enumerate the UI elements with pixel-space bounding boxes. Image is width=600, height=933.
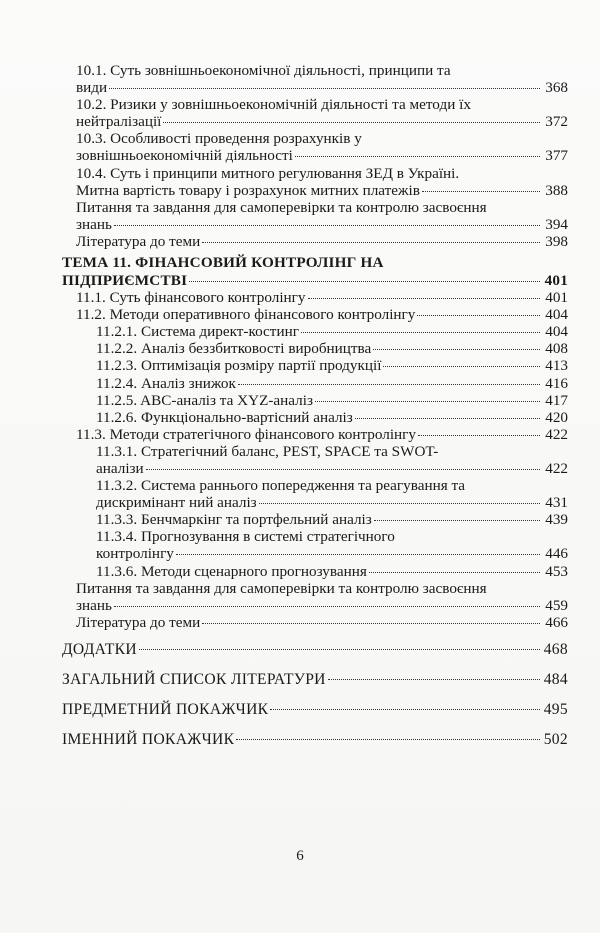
dot-leader: [270, 709, 540, 710]
toc-entry-page: 413: [545, 357, 568, 375]
toc-entry-title: 11.2.3. Оптимізація розміру партії продукції: [96, 357, 382, 375]
dot-leader: [373, 349, 540, 350]
toc-entry: [62, 357, 568, 374]
toc-entry-page: 401: [544, 271, 568, 289]
toc-entry-title: 11.2.4. Аналіз знижок: [96, 374, 236, 392]
toc-entry-title: нейтралізації: [76, 113, 162, 131]
toc-entry-title: 11.2.1. Система директ-костинг: [96, 323, 299, 341]
toc-entry-page: 377: [545, 147, 568, 165]
toc-entry: [62, 289, 568, 306]
toc-entry: [62, 426, 568, 443]
dot-leader: [176, 554, 540, 555]
toc-entry: [62, 563, 568, 580]
toc-entry-page: 466: [545, 613, 568, 631]
dot-leader: [383, 366, 540, 367]
toc-entry: [62, 443, 568, 477]
toc-entry-title: 11.3. Методи стратегічного фінансового контролінгу: [76, 425, 417, 443]
toc-entry: [62, 306, 568, 323]
toc-entry-title: контролінгу: [96, 545, 174, 563]
dot-leader: [189, 281, 540, 282]
toc-entry-page: 446: [545, 545, 568, 563]
dot-leader: [295, 156, 540, 157]
dot-leader: [328, 679, 540, 680]
toc-entry-title: 11.3.1. Стратегічний баланс, PEST, SPACE та SWOT-: [96, 442, 439, 460]
toc-entry-title: зовнішньоекономічній діяльності: [76, 147, 293, 165]
dot-leader: [301, 332, 540, 333]
toc-entry: [62, 199, 568, 233]
toc-entry-title: 11.1. Суть фінансового контролінгу: [76, 289, 306, 307]
toc-entry: [62, 699, 568, 721]
dot-leader: [315, 401, 540, 402]
table-of-contents: [62, 62, 568, 751]
toc-entry-page: 394: [545, 215, 568, 233]
toc-entry: [62, 729, 568, 751]
toc-entry-page: 420: [545, 408, 568, 426]
toc-entry-title: Література до теми: [76, 613, 201, 631]
toc-entry-page: 453: [545, 562, 568, 580]
dot-leader: [114, 606, 540, 607]
toc-entry-title: 10.1. Суть зовнішньоекономічної діяльності, принципи та: [76, 62, 451, 79]
toc-entry-title: 11.3.4. Прогнозування в системі стратегічного: [96, 528, 395, 546]
toc-entry-page: 495: [543, 700, 568, 718]
toc-entry-title: 11.2. Методи оперативного фінансового контролінгу: [76, 306, 416, 324]
dot-leader: [114, 225, 540, 226]
toc-entry-title: ПІДПРИЄМСТВІ: [62, 271, 188, 289]
dot-leader: [202, 623, 540, 624]
toc-entry-title: види: [76, 79, 108, 97]
toc-entry-page: 502: [543, 730, 568, 748]
toc-entry-page: 368: [545, 79, 568, 97]
toc-entry-page: 459: [545, 596, 568, 614]
toc-entry-page: 439: [545, 511, 568, 529]
toc-entry-page: 431: [545, 494, 568, 512]
toc-entry-title: знань: [76, 596, 112, 614]
toc-entry: [62, 130, 568, 164]
toc-entry-title: 11.3.6. Методи сценарного прогнозування: [96, 562, 367, 580]
toc-entry: [62, 392, 568, 409]
toc-entry-title: 11.2.6. Функціонально-вартісний аналіз: [96, 408, 353, 426]
toc-entry-title: 10.2. Ризики у зовнішньоекономічній діяльності та методи їх: [76, 96, 471, 114]
toc-entry-title: ТЕМА 11. ФІНАНСОВИЙ КОНТРОЛІНГ НА: [62, 254, 384, 272]
toc-entry: [62, 96, 568, 130]
toc-entry-title: Література до теми: [76, 232, 201, 250]
dot-leader: [308, 298, 541, 299]
toc-entry-title: ПРЕДМЕТНИЙ ПОКАЖЧИК: [62, 700, 269, 718]
toc-entry-title: ІМЕННИЙ ПОКАЖЧИК: [62, 730, 235, 748]
toc-entry-page: 401: [545, 289, 568, 307]
toc-entry-title: 11.2.5. ABC-аналіз та XYZ-аналіз: [96, 391, 313, 409]
toc-entry: [62, 62, 568, 96]
toc-entry: [62, 639, 568, 661]
toc-entry-title: ЗАГАЛЬНИЙ СПИСОК ЛІТЕРАТУРИ: [62, 670, 326, 688]
dot-leader: [202, 242, 540, 243]
toc-entry-page: 404: [545, 306, 568, 324]
toc-entry: [62, 580, 568, 614]
dot-leader: [109, 88, 540, 89]
toc-entry: [62, 477, 568, 511]
toc-entry-title: 11.3.2. Система раннього попередження та реагування та: [96, 477, 466, 495]
toc-entry-page: 388: [545, 181, 568, 199]
toc-entry-title: Митна вартість товару і розрахунок митних платежів: [76, 181, 420, 199]
toc-entry-page: 417: [545, 391, 568, 409]
dot-leader: [146, 469, 540, 470]
dot-leader: [259, 503, 540, 504]
toc-entry-page: 422: [545, 425, 568, 443]
toc-entry-title: 10.3. Особливості проведення розрахунків у: [76, 130, 362, 148]
toc-entry-title: Питання та завдання для самоперевірки та контролю засвоєння: [76, 579, 487, 597]
toc-entry: [62, 165, 568, 199]
toc-entry: [62, 375, 568, 392]
dot-leader: [236, 739, 540, 740]
toc-entry-title: 10.4. Суть і принципи митного регулювання ЗЕД в Україні.: [76, 164, 460, 182]
toc-entry: [62, 340, 568, 357]
toc-entry: [62, 233, 568, 250]
toc-entry-page: 408: [545, 340, 568, 358]
dot-leader: [163, 122, 540, 123]
toc-entry-page: 416: [545, 374, 568, 392]
dot-leader: [418, 435, 540, 436]
toc-entry-page: 404: [545, 323, 568, 341]
toc-entry-page: 484: [543, 670, 568, 688]
page-number: 6: [296, 848, 304, 864]
toc-entry: [62, 614, 568, 631]
dot-leader: [417, 315, 540, 316]
toc-entry-title: дискримінант ний аналіз: [96, 494, 257, 512]
toc-entry: [62, 511, 568, 528]
dot-leader: [374, 520, 540, 521]
dot-leader: [355, 418, 540, 419]
dot-leader: [139, 649, 540, 650]
toc-entry: [62, 323, 568, 340]
toc-entry: [62, 409, 568, 426]
toc-entry: [62, 254, 568, 289]
toc-entry-page: 422: [545, 459, 568, 477]
toc-entry: [62, 669, 568, 691]
toc-entry-title: знань: [76, 215, 112, 233]
toc-entry: [62, 528, 568, 562]
toc-entry-title: 11.2.2. Аналіз беззбитковості виробництва: [96, 340, 372, 358]
toc-entry-page: 398: [545, 232, 568, 250]
toc-entry-title: аналізи: [96, 459, 144, 477]
dot-leader: [369, 572, 540, 573]
dot-leader: [238, 384, 540, 385]
toc-entry-title: ДОДАТКИ: [62, 640, 137, 658]
toc-entry-page: 468: [543, 640, 568, 658]
toc-entry-title: Питання та завдання для самоперевірки та контролю засвоєння: [76, 198, 487, 216]
toc-entry-page: 372: [545, 113, 568, 131]
dot-leader: [422, 191, 540, 192]
toc-entry-title: 11.3.3. Бенчмаркінг та портфельний аналіз: [96, 511, 372, 529]
